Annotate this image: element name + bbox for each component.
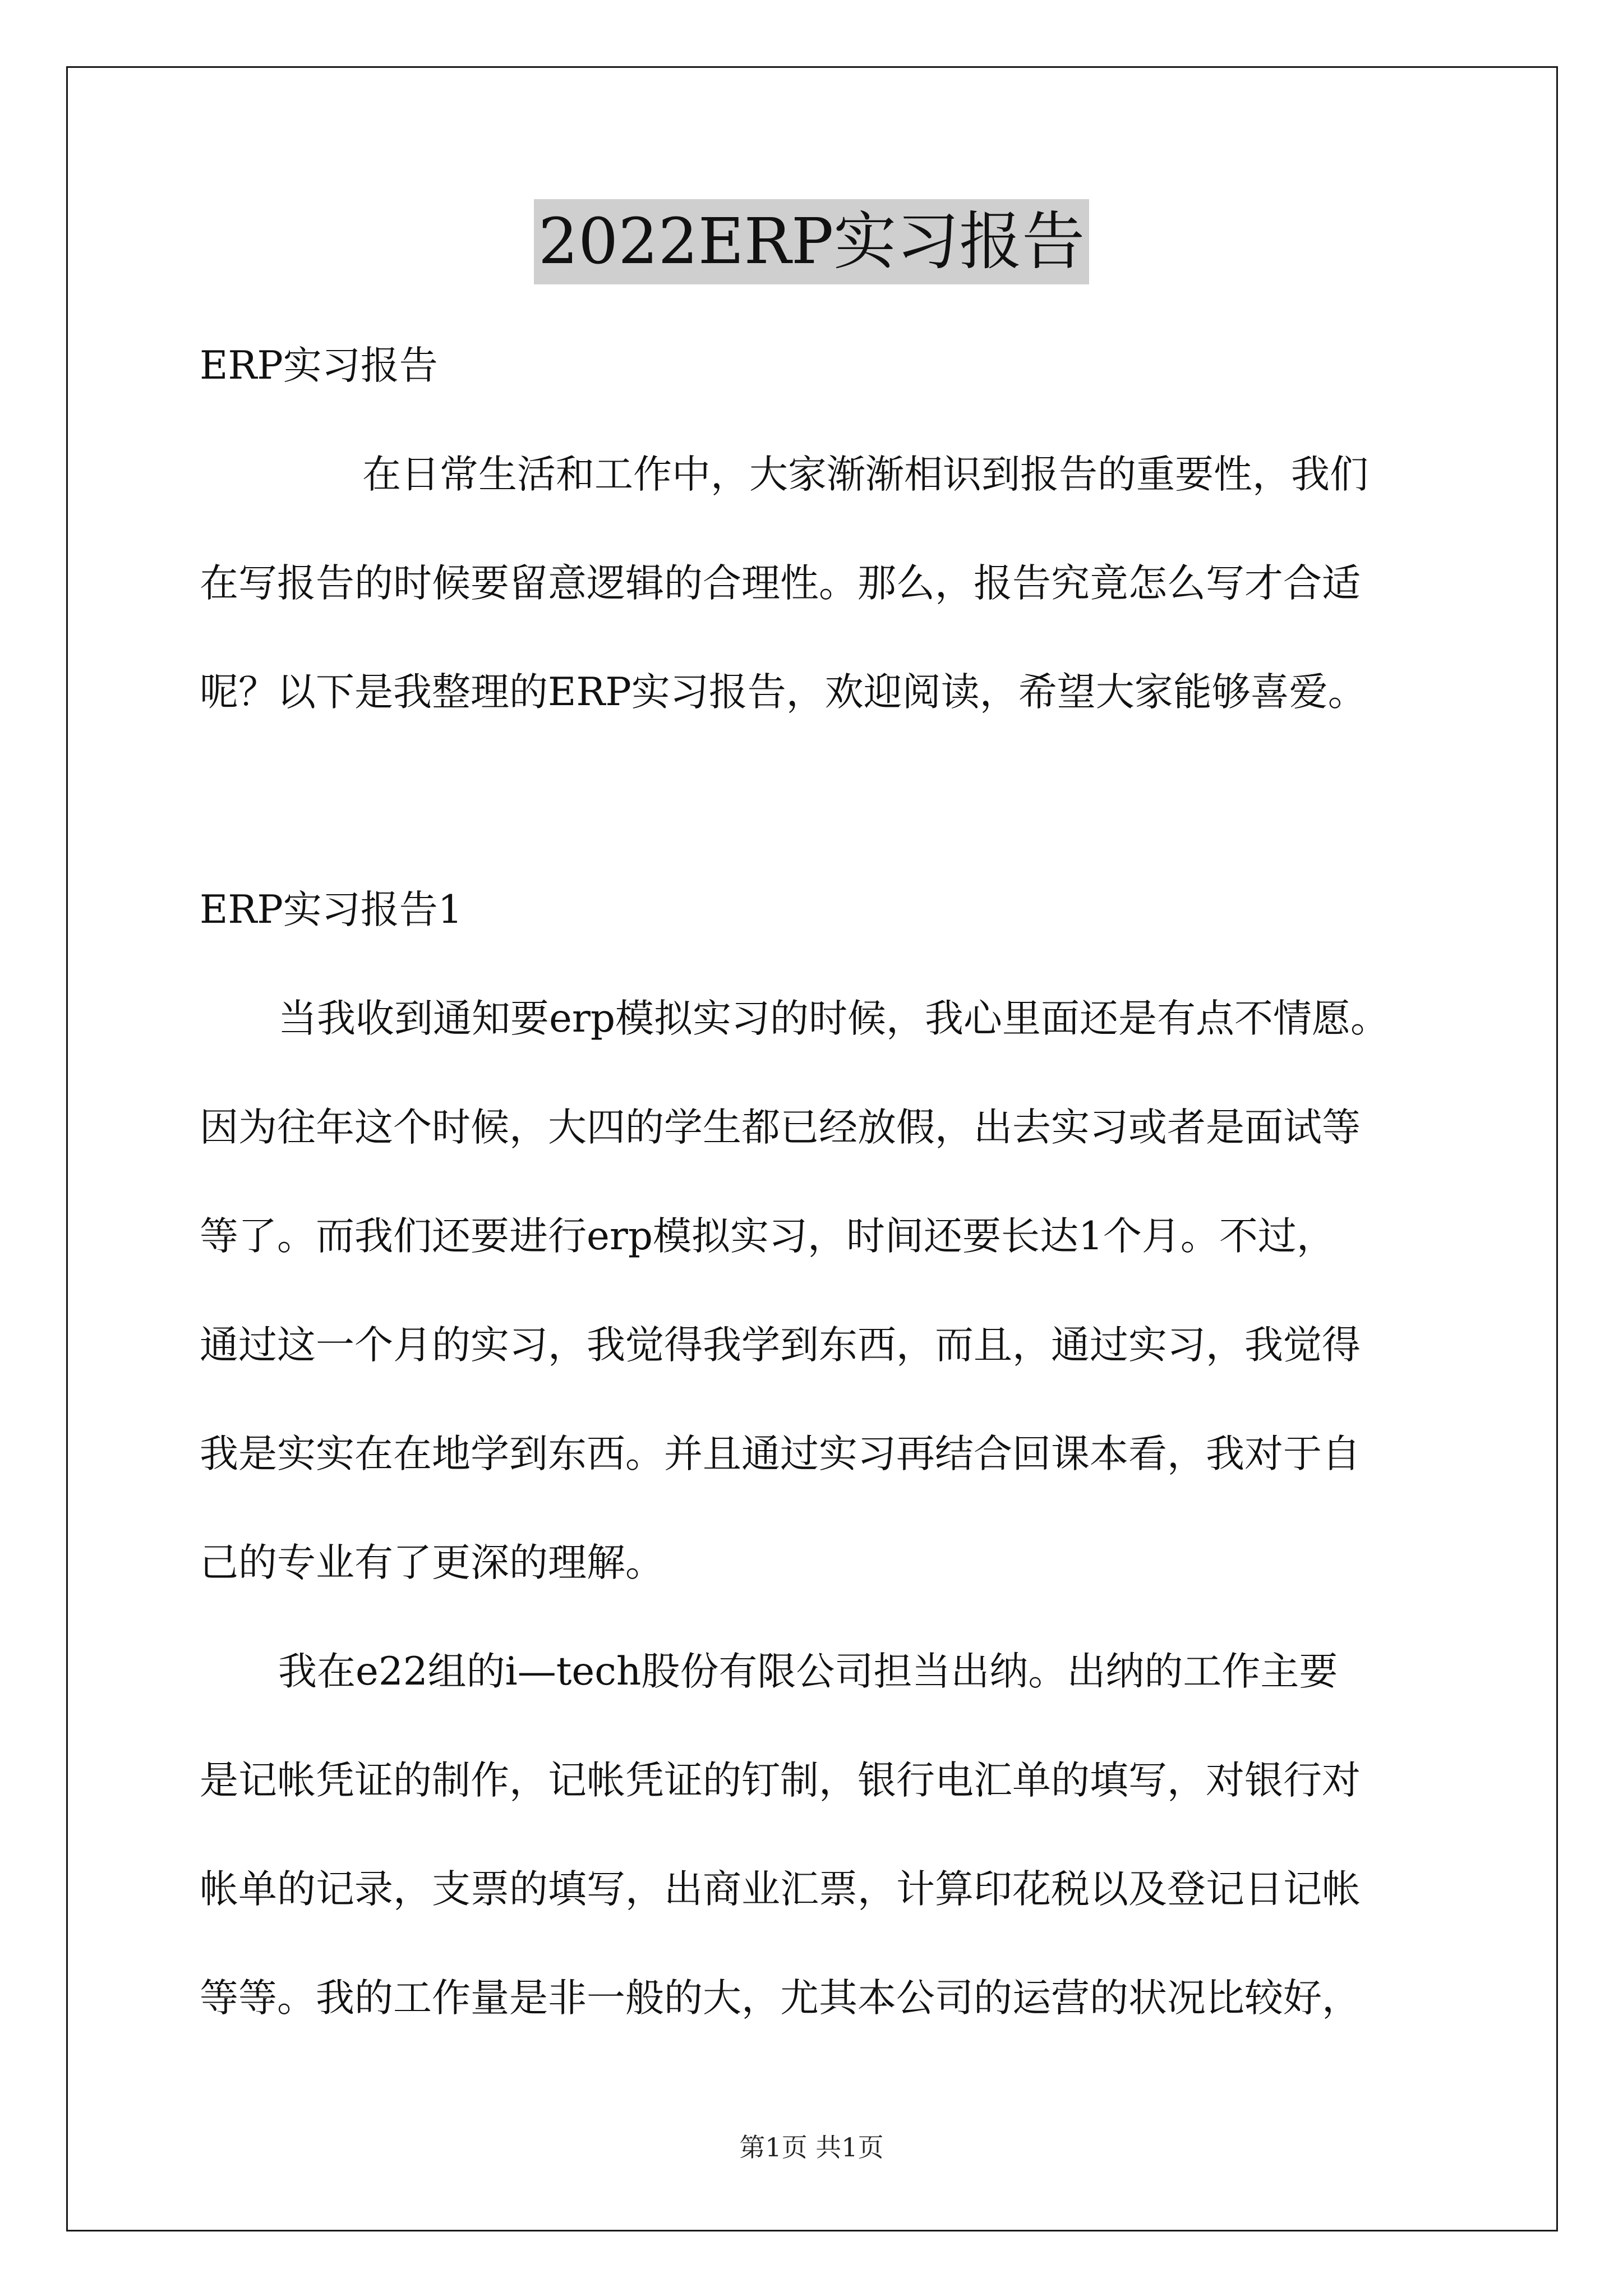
paragraph-line: 在写报告的时候要留意逻辑的合理性。那么，报告究竟怎么写才合适	[200, 561, 1361, 606]
section-heading: ERP实习报告1	[200, 887, 463, 932]
paragraph-line: 帐单的记录，支票的填写，出商业汇票，计算印花税以及登记日记帐	[200, 1867, 1361, 1912]
paragraph-line: 我是实实在在地学到东西。并且通过实习再结合回课本看，我对于自	[200, 1432, 1361, 1476]
document-body	[200, 311, 1433, 2053]
page-number: 第1页 共1页	[739, 2132, 884, 2162]
paragraph-line: 在日常生活和工作中，大家渐渐相识到报告的重要性，我们	[362, 452, 1368, 497]
paragraph-line: 等了。而我们还要进行erp模拟实习，时间还要长达1个月。不过，	[200, 1214, 1335, 1259]
paragraph-line: 当我收到通知要erp模拟实习的时候，我心里面还是有点不情愿。	[278, 996, 1389, 1041]
paragraph-line: 呢？以下是我整理的ERP实习报告，欢迎阅读，希望大家能够喜爱。	[200, 670, 1367, 715]
section-heading: ERP实习报告	[200, 343, 438, 388]
paragraph-line: 我在e22组的i—tech股份有限公司担当出纳。出纳的工作主要	[278, 1649, 1338, 1694]
paragraph-line: 因为往年这个时候，大四的学生都已经放假，出去实习或者是面试等	[200, 1105, 1361, 1150]
page-footer	[0, 2131, 1623, 2164]
document-title: 2022ERP实习报告	[534, 199, 1089, 284]
paragraph-line: 是记帐凭证的制作，记帐凭证的钉制，银行电汇单的填写，对银行对	[200, 1758, 1361, 1803]
paragraph-line: 等等。我的工作量是非一般的大，尤其本公司的运营的状况比较好，	[200, 1976, 1361, 2021]
paragraph-spacer	[200, 747, 1433, 855]
paragraph-line: 通过这一个月的实习，我觉得我学到东西，而且，通过实习，我觉得	[200, 1323, 1361, 1368]
paragraph-line: 己的专业有了更深的理解。	[200, 1540, 664, 1585]
title-container	[0, 199, 1623, 284]
